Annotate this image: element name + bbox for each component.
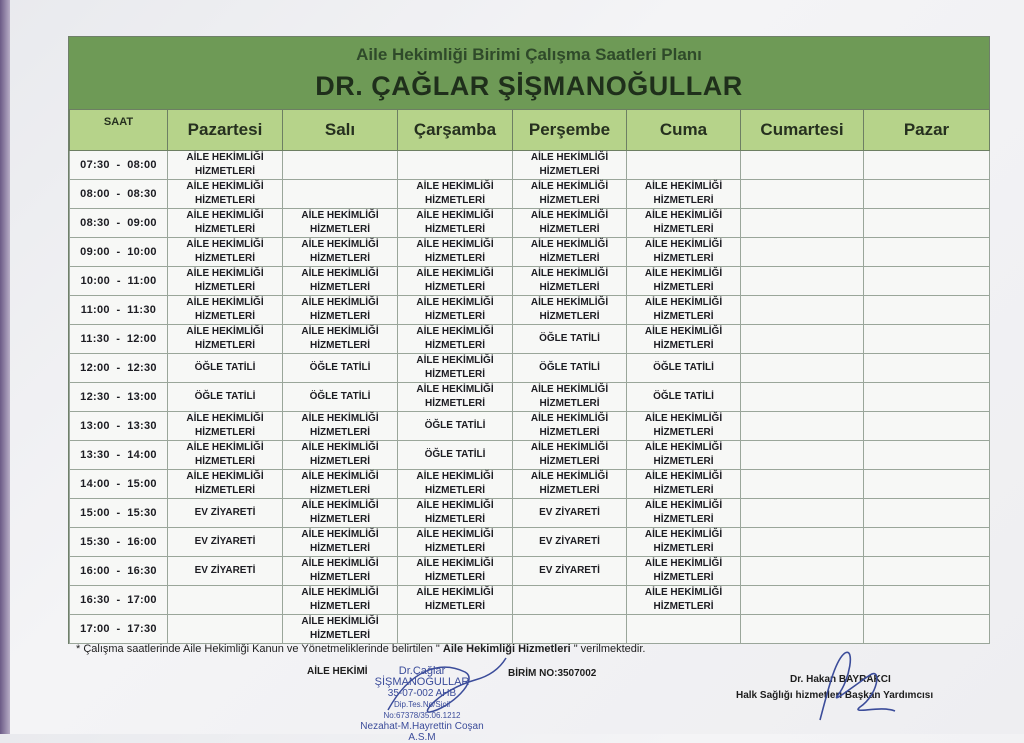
cell-sali (283, 528, 398, 557)
cell-persembe (513, 470, 627, 499)
table-row (70, 296, 990, 325)
cell-cuma (627, 383, 741, 412)
table-row (70, 586, 990, 615)
cell-text: AİLE HEKİMLİĞİ HİZMETLERİ (416, 326, 494, 351)
table-row (70, 470, 990, 499)
footnote-prefix: * Çalışma saatlerinde Aile Hekimliği Kanun ve Yönetmeliklerinde belirtilen " (76, 643, 443, 655)
cell-carsamba (398, 238, 513, 267)
cell-carsamba (398, 180, 513, 209)
table-row (70, 325, 990, 354)
family-doctor-label: AİLE HEKİMİ (307, 666, 368, 677)
cell-carsamba (398, 470, 513, 499)
cell-carsamba (398, 528, 513, 557)
cell-text: AİLE HEKİMLİĞİ HİZMETLERİ (301, 471, 379, 496)
cell-text: EV ZİYARETİ (194, 565, 256, 576)
cell-cumartesi (741, 325, 864, 354)
cell-pazar (864, 441, 990, 470)
cell-sali (283, 383, 398, 412)
cell-text: ÖĞLE TATİLİ (539, 333, 600, 344)
cell-pazar (864, 470, 990, 499)
cell-cuma (627, 441, 741, 470)
table-row (70, 238, 990, 267)
cell-text: AİLE HEKİMLİĞİ HİZMETLERİ (644, 558, 723, 583)
footnote (76, 643, 645, 655)
time-slot: 16:30 - 17:00 (70, 586, 168, 615)
cell-cumartesi (741, 296, 864, 325)
cell-text: AİLE HEKİMLİĞİ HİZMETLERİ (186, 297, 264, 322)
stamp-line-registry: Dip.Tes.No/Sicil No:67378/35.06.1212 (383, 700, 461, 720)
time-slot: 09:00 - 10:00 (70, 238, 168, 267)
cell-persembe (513, 151, 627, 180)
cell-text: AİLE HEKİMLİĞİ HİZMETLERİ (644, 326, 723, 351)
cell-persembe (513, 615, 627, 644)
cell-text: EV ZİYARETİ (194, 536, 256, 547)
cell-text: AİLE HEKİMLİĞİ HİZMETLERİ (416, 529, 494, 554)
cell-text: EV ZİYARETİ (194, 507, 256, 518)
cell-text: AİLE HEKİMLİĞİ HİZMETLERİ (530, 471, 609, 496)
cell-carsamba (398, 296, 513, 325)
cell-cumartesi (741, 499, 864, 528)
cell-persembe (513, 383, 627, 412)
cell-carsamba (398, 499, 513, 528)
cell-text: AİLE HEKİMLİĞİ HİZMETLERİ (416, 268, 494, 293)
doctor-name-title: DR. ÇAĞLAR ŞİŞMANOĞULLAR (315, 71, 743, 101)
cell-pazar (864, 267, 990, 296)
cell-text: AİLE HEKİMLİĞİ HİZMETLERİ (186, 326, 264, 351)
cell-text: AİLE HEKİMLİĞİ HİZMETLERİ (644, 529, 723, 554)
cell-pazar (864, 499, 990, 528)
cell-pazar (864, 615, 990, 644)
column-header-cumartesi: Cumartesi (741, 110, 864, 151)
time-slot: 16:00 - 16:30 (70, 557, 168, 586)
cell-sali (283, 557, 398, 586)
cell-text: AİLE HEKİMLİĞİ HİZMETLERİ (301, 210, 379, 235)
time-slot: 10:00 - 11:00 (70, 267, 168, 296)
cell-cuma (627, 209, 741, 238)
cell-cumartesi (741, 383, 864, 412)
cell-text: EV ZİYARETİ (539, 536, 600, 547)
cell-persembe (513, 209, 627, 238)
cell-cuma (627, 557, 741, 586)
table-row (70, 412, 990, 441)
cell-sali (283, 470, 398, 499)
cell-persembe (513, 557, 627, 586)
cell-text: ÖĞLE TATİLİ (309, 391, 371, 402)
cell-text: AİLE HEKİMLİĞİ HİZMETLERİ (186, 239, 264, 264)
cell-persembe (513, 354, 627, 383)
cell-text: AİLE HEKİMLİĞİ HİZMETLERİ (416, 297, 494, 322)
cell-text: ÖĞLE TATİLİ (653, 391, 714, 402)
cell-pazar (864, 412, 990, 441)
cell-cumartesi (741, 209, 864, 238)
cell-cuma (627, 180, 741, 209)
cell-text: AİLE HEKİMLİĞİ HİZMETLERİ (530, 152, 609, 177)
cell-pazartesi (168, 412, 283, 441)
cell-pazartesi (168, 499, 283, 528)
cell-sali (283, 499, 398, 528)
cell-persembe (513, 296, 627, 325)
cell-text: AİLE HEKİMLİĞİ HİZMETLERİ (644, 297, 723, 322)
time-slot: 08:30 - 09:00 (70, 209, 168, 238)
cell-pazar (864, 528, 990, 557)
right-signature-icon (800, 645, 900, 730)
cell-pazartesi (168, 151, 283, 180)
cell-sali (283, 209, 398, 238)
cell-carsamba (398, 441, 513, 470)
cell-text: AİLE HEKİMLİĞİ HİZMETLERİ (644, 210, 723, 235)
cell-text: AİLE HEKİMLİĞİ HİZMETLERİ (644, 471, 723, 496)
background-edge (0, 0, 10, 734)
cell-text: AİLE HEKİMLİĞİ HİZMETLERİ (530, 210, 609, 235)
cell-text: AİLE HEKİMLİĞİ HİZMETLERİ (301, 500, 379, 525)
cell-text: AİLE HEKİMLİĞİ HİZMETLERİ (301, 616, 379, 641)
time-slot: 13:30 - 14:00 (70, 441, 168, 470)
time-slot: 13:00 - 13:30 (70, 412, 168, 441)
time-slot: 15:00 - 15:30 (70, 499, 168, 528)
cell-text: AİLE HEKİMLİĞİ HİZMETLERİ (301, 326, 379, 351)
cell-text: AİLE HEKİMLİĞİ HİZMETLERİ (301, 558, 379, 583)
stamp-line-code: 35-07-002 AHB (387, 688, 457, 699)
deputy-title: Halk Sağlığı hizmetleri Başkan Yardımcısı (736, 690, 934, 701)
cell-sali (283, 441, 398, 470)
cell-text: ÖĞLE TATİLİ (653, 362, 714, 373)
column-header-pazar: Pazar (864, 110, 990, 151)
cell-pazar (864, 238, 990, 267)
cell-sali (283, 412, 398, 441)
cell-cuma (627, 528, 741, 557)
table-row (70, 499, 990, 528)
stamp-line-name: Dr.Çağlar ŞİŞMANOĞULLAR (374, 665, 470, 688)
cell-pazar (864, 209, 990, 238)
cell-pazar (864, 180, 990, 209)
cell-text: AİLE HEKİMLİĞİ HİZMETLERİ (644, 239, 723, 264)
cell-text: AİLE HEKİMLİĞİ HİZMETLERİ (530, 413, 609, 438)
cell-sali (283, 586, 398, 615)
cell-carsamba (398, 325, 513, 354)
cell-text: AİLE HEKİMLİĞİ HİZMETLERİ (301, 297, 379, 322)
cell-pazar (864, 383, 990, 412)
cell-cumartesi (741, 354, 864, 383)
cell-text: AİLE HEKİMLİĞİ HİZMETLERİ (186, 152, 264, 177)
cell-cumartesi (741, 441, 864, 470)
table-row (70, 557, 990, 586)
cell-text: AİLE HEKİMLİĞİ HİZMETLERİ (186, 413, 264, 438)
cell-text: AİLE HEKİMLİĞİ HİZMETLERİ (416, 500, 494, 525)
footnote-suffix: " verilmektedir. (570, 643, 646, 655)
cell-text: AİLE HEKİMLİĞİ HİZMETLERİ (644, 442, 723, 467)
cell-pazartesi (168, 354, 283, 383)
cell-text: ÖĞLE TATİLİ (539, 362, 600, 373)
cell-cumartesi (741, 470, 864, 499)
cell-text: AİLE HEKİMLİĞİ HİZMETLERİ (186, 181, 264, 206)
cell-text: AİLE HEKİMLİĞİ HİZMETLERİ (301, 268, 379, 293)
cell-pazar (864, 325, 990, 354)
time-slot: 11:00 - 11:30 (70, 296, 168, 325)
table-row (70, 528, 990, 557)
cell-pazartesi (168, 441, 283, 470)
cell-text: AİLE HEKİMLİĞİ HİZMETLERİ (186, 442, 264, 467)
cell-cumartesi (741, 528, 864, 557)
column-header-pazartesi: Pazartesi (168, 110, 283, 151)
column-header-cuma: Cuma (627, 110, 741, 151)
cell-pazar (864, 151, 990, 180)
column-header-sali: Salı (283, 110, 398, 151)
cell-text: AİLE HEKİMLİĞİ HİZMETLERİ (416, 355, 494, 380)
cell-sali (283, 267, 398, 296)
cell-pazar (864, 586, 990, 615)
cell-cumartesi (741, 586, 864, 615)
cell-cumartesi (741, 615, 864, 644)
table-row (70, 354, 990, 383)
cell-pazartesi (168, 557, 283, 586)
cell-sali (283, 180, 398, 209)
cell-carsamba (398, 267, 513, 296)
cell-sali (283, 354, 398, 383)
cell-sali (283, 151, 398, 180)
cell-pazartesi (168, 586, 283, 615)
table-row (70, 180, 990, 209)
cell-text: AİLE HEKİMLİĞİ HİZMETLERİ (186, 471, 264, 496)
cell-text: AİLE HEKİMLİĞİ HİZMETLERİ (186, 210, 264, 235)
cell-text: AİLE HEKİMLİĞİ HİZMETLERİ (301, 413, 379, 438)
cell-pazartesi (168, 528, 283, 557)
schedule-subtitle: Aile Hekimliği Birimi Çalışma Saatleri Planı (356, 45, 702, 64)
cell-carsamba (398, 209, 513, 238)
time-slot: 11:30 - 12:00 (70, 325, 168, 354)
cell-text: AİLE HEKİMLİĞİ HİZMETLERİ (301, 442, 379, 467)
cell-text: EV ZİYARETİ (539, 507, 600, 518)
schedule-body (70, 151, 990, 644)
cell-pazartesi (168, 325, 283, 354)
unit-number: BİRİM NO:3507002 (508, 668, 597, 679)
footnote-bold: Aile Hekimliği Hizmetleri (442, 643, 571, 655)
time-slot: 15:30 - 16:00 (70, 528, 168, 557)
cell-pazartesi (168, 238, 283, 267)
cell-carsamba (398, 586, 513, 615)
cell-pazar (864, 296, 990, 325)
cell-text: ÖĞLE TATİLİ (309, 362, 371, 373)
cell-cumartesi (741, 151, 864, 180)
cell-text: AİLE HEKİMLİĞİ HİZMETLERİ (416, 587, 494, 612)
cell-persembe (513, 267, 627, 296)
cell-text: AİLE HEKİMLİĞİ HİZMETLERİ (644, 181, 723, 206)
cell-text: AİLE HEKİMLİĞİ HİZMETLERİ (530, 442, 609, 467)
cell-text: ÖĞLE TATİLİ (194, 362, 256, 373)
cell-text: AİLE HEKİMLİĞİ HİZMETLERİ (186, 268, 264, 293)
table-row (70, 383, 990, 412)
cell-sali (283, 296, 398, 325)
schedule-sheet (68, 36, 990, 644)
cell-persembe (513, 325, 627, 354)
time-slot: 12:30 - 13:00 (70, 383, 168, 412)
cell-text: AİLE HEKİMLİĞİ HİZMETLERİ (530, 384, 609, 409)
left-signature-icon (380, 650, 510, 730)
cell-persembe (513, 180, 627, 209)
cell-carsamba (398, 412, 513, 441)
cell-carsamba (398, 383, 513, 412)
cell-sali (283, 615, 398, 644)
cell-cuma (627, 615, 741, 644)
cell-text: AİLE HEKİMLİĞİ HİZMETLERİ (416, 558, 494, 583)
cell-pazartesi (168, 209, 283, 238)
cell-cuma (627, 586, 741, 615)
cell-cumartesi (741, 412, 864, 441)
cell-cumartesi (741, 557, 864, 586)
cell-cuma (627, 499, 741, 528)
cell-pazartesi (168, 296, 283, 325)
cell-persembe (513, 499, 627, 528)
time-slot: 17:00 - 17:30 (70, 615, 168, 644)
column-header-carsamba: Çarşamba (398, 110, 513, 151)
cell-text: AİLE HEKİMLİĞİ HİZMETLERİ (644, 413, 723, 438)
cell-persembe (513, 586, 627, 615)
cell-pazartesi (168, 470, 283, 499)
cell-text: AİLE HEKİMLİĞİ HİZMETLERİ (416, 181, 494, 206)
cell-text: ÖĞLE TATİLİ (194, 391, 256, 402)
cell-cuma (627, 238, 741, 267)
stamp-line-clinic: Nezahat-M.Hayrettin Coşan A.S.M (360, 721, 484, 743)
cell-cumartesi (741, 238, 864, 267)
cell-text: AİLE HEKİMLİĞİ HİZMETLERİ (530, 268, 609, 293)
cell-pazartesi (168, 615, 283, 644)
cell-cuma (627, 151, 741, 180)
cell-text: AİLE HEKİMLİĞİ HİZMETLERİ (530, 297, 609, 322)
column-header-row (70, 110, 990, 151)
cell-cuma (627, 412, 741, 441)
cell-pazartesi (168, 180, 283, 209)
cell-persembe (513, 528, 627, 557)
cell-persembe (513, 412, 627, 441)
cell-persembe (513, 441, 627, 470)
time-slot: 12:00 - 12:30 (70, 354, 168, 383)
cell-cuma (627, 354, 741, 383)
cell-carsamba (398, 151, 513, 180)
time-slot: 14:00 - 15:00 (70, 470, 168, 499)
cell-text: AİLE HEKİMLİĞİ HİZMETLERİ (644, 587, 723, 612)
cell-cuma (627, 470, 741, 499)
cell-cuma (627, 267, 741, 296)
cell-pazar (864, 557, 990, 586)
column-header-saat: SAAT (70, 110, 168, 151)
cell-text: AİLE HEKİMLİĞİ HİZMETLERİ (301, 529, 379, 554)
cell-carsamba (398, 354, 513, 383)
cell-text: AİLE HEKİMLİĞİ HİZMETLERİ (416, 239, 494, 264)
schedule-table (69, 109, 990, 644)
cell-cuma (627, 296, 741, 325)
cell-pazartesi (168, 267, 283, 296)
table-row (70, 151, 990, 180)
cell-pazar (864, 354, 990, 383)
time-slot: 08:00 - 08:30 (70, 180, 168, 209)
table-row (70, 267, 990, 296)
cell-text: AİLE HEKİMLİĞİ HİZMETLERİ (416, 210, 494, 235)
cell-cuma (627, 325, 741, 354)
cell-carsamba (398, 615, 513, 644)
cell-cumartesi (741, 180, 864, 209)
cell-text: AİLE HEKİMLİĞİ HİZMETLERİ (530, 181, 609, 206)
cell-pazartesi (168, 383, 283, 412)
cell-text: AİLE HEKİMLİĞİ HİZMETLERİ (530, 239, 609, 264)
schedule-header (69, 37, 989, 109)
cell-text: AİLE HEKİMLİĞİ HİZMETLERİ (644, 268, 723, 293)
table-row (70, 209, 990, 238)
cell-sali (283, 325, 398, 354)
table-row (70, 441, 990, 470)
cell-text: AİLE HEKİMLİĞİ HİZMETLERİ (644, 500, 723, 525)
cell-persembe (513, 238, 627, 267)
cell-sali (283, 238, 398, 267)
cell-text: AİLE HEKİMLİĞİ HİZMETLERİ (416, 384, 494, 409)
table-row (70, 615, 990, 644)
cell-text: AİLE HEKİMLİĞİ HİZMETLERİ (416, 471, 494, 496)
cell-text: AİLE HEKİMLİĞİ HİZMETLERİ (301, 239, 379, 264)
deputy-name: Dr. Hakan BAYRAKCI (790, 674, 891, 685)
cell-carsamba (398, 557, 513, 586)
cell-text: EV ZİYARETİ (539, 565, 600, 576)
cell-text: ÖĞLE TATİLİ (424, 449, 486, 460)
column-header-persembe: Perşembe (513, 110, 627, 151)
time-slot: 07:30 - 08:00 (70, 151, 168, 180)
cell-text: ÖĞLE TATİLİ (424, 420, 486, 431)
cell-cumartesi (741, 267, 864, 296)
cell-text: AİLE HEKİMLİĞİ HİZMETLERİ (301, 587, 379, 612)
